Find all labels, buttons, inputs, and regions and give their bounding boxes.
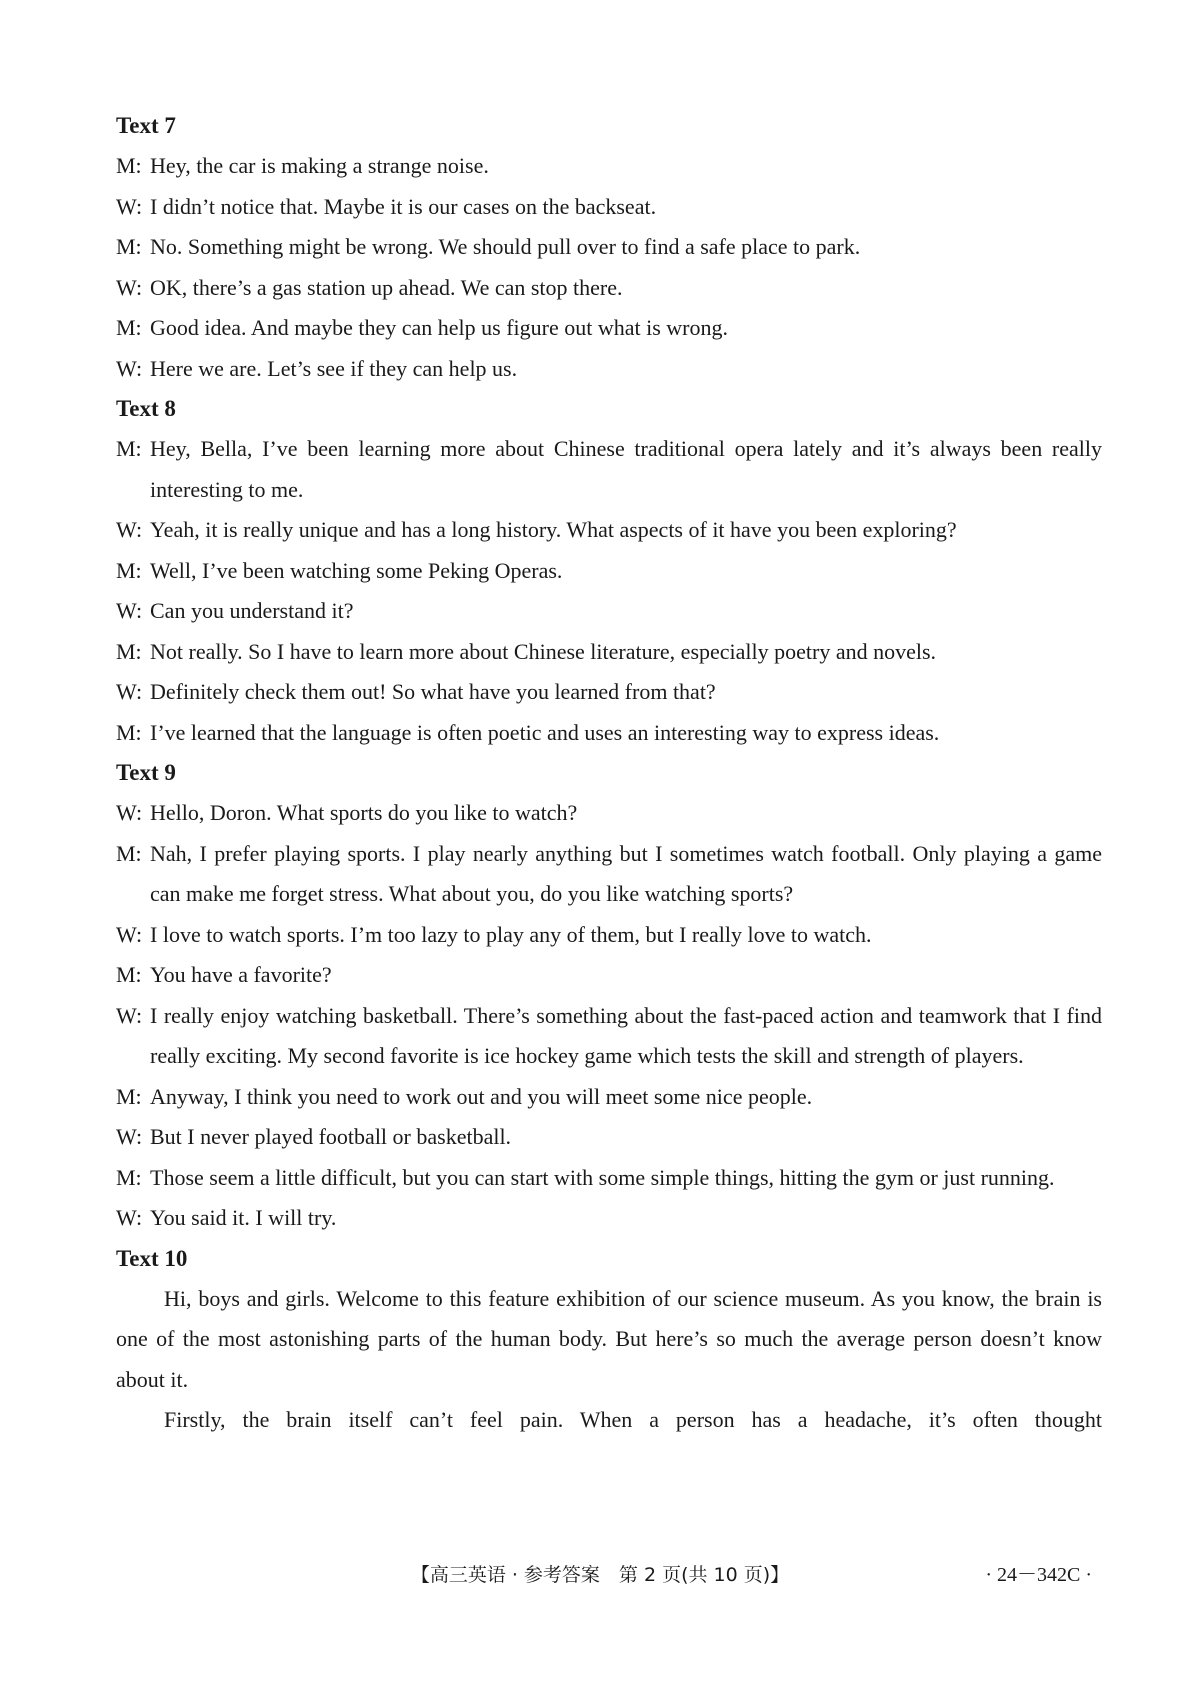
- dialogue-line: [116, 227, 1102, 268]
- dialogue-line: [116, 1117, 1102, 1158]
- speaker-label: M:: [116, 1164, 142, 1190]
- dialogue-text: Hey, the car is making a strange noise.: [150, 153, 489, 178]
- dialogue-line: [116, 713, 1102, 754]
- dialogue-line: [116, 187, 1102, 228]
- document-page: [116, 106, 1102, 1441]
- section-text-8: [116, 389, 1102, 753]
- dialogue-text: Good idea. And maybe they can help us figure out what is wrong.: [150, 315, 728, 340]
- dialogue-text: Yeah, it is really unique and has a long history. What aspects of it have you been exploring?: [150, 517, 957, 542]
- dialogue-line: [116, 672, 1102, 713]
- dialogue-line: [116, 429, 1102, 510]
- speaker-label: M:: [116, 315, 142, 340]
- speaker-label: W:: [116, 679, 143, 704]
- speaker-label: M:: [116, 557, 142, 583]
- dialogue-line: [116, 308, 1102, 349]
- dialogue-text: I’ve learned that the language is often poetic and uses an interesting way to express ideas.: [150, 719, 940, 745]
- section-text-7: [116, 106, 1102, 389]
- speaker-label: M:: [116, 436, 142, 461]
- dialogue-text: Anyway, I think you need to work out and you will meet some nice people.: [150, 1083, 813, 1109]
- dialogue-line: [116, 551, 1102, 592]
- speaker-label: W:: [116, 274, 143, 300]
- speaker-label: W:: [116, 598, 143, 623]
- dialogue-text: I love to watch sports. I’m too lazy to play any of them, but I really love to watch.: [150, 921, 872, 947]
- dialogue-text: Not really. So I have to learn more about Chinese literature, especially poetry and novels.: [150, 638, 937, 664]
- dialogue-text: Here we are. Let’s see if they can help us.: [150, 355, 518, 381]
- speaker-label: M:: [116, 234, 142, 259]
- dialogue-line: [116, 996, 1102, 1077]
- dialogue-line: [116, 1077, 1102, 1118]
- footer-exam-code: · 24－342C ·: [985, 1564, 1092, 1586]
- dialogue-line: [116, 349, 1102, 390]
- dialogue-line: [116, 915, 1102, 956]
- dialogue-text: But I never played football or basketball.: [150, 1124, 512, 1149]
- dialogue-line: [116, 146, 1102, 187]
- speaker-label: M:: [116, 638, 142, 664]
- speaker-label: W:: [116, 1205, 143, 1230]
- dialogue-text: You said it. I will try.: [150, 1205, 337, 1230]
- section-title: Text 8: [116, 396, 176, 421]
- dialogue-text: Definitely check them out! So what have you learned from that?: [150, 679, 716, 704]
- speaker-label: W:: [116, 800, 143, 825]
- dialogue-text: OK, there’s a gas station up ahead. We can stop there.: [150, 274, 623, 300]
- footer-page-info: 【高三英语 · 参考答案 第 2 页(共 10 页)】: [410, 1564, 790, 1586]
- dialogue-line: [116, 1158, 1102, 1199]
- dialogue-line: [116, 268, 1102, 309]
- dialogue-text: Hello, Doron. What sports do you like to watch?: [150, 800, 578, 825]
- section-text-10: [116, 1239, 1102, 1441]
- section-title: Text 10: [116, 1245, 188, 1271]
- dialogue-line: [116, 510, 1102, 551]
- dialogue-text: Nah, I prefer playing sports. I play nearly anything but I sometimes watch football. Only playing a game can make me forget stress. What about you, do you like watching sports?: [150, 840, 1102, 906]
- speaker-label: W:: [116, 193, 143, 219]
- speaker-label: W:: [116, 517, 143, 542]
- monologue-paragraph: Firstly, the brain itself can’t feel pain. When a person has a headache, it’s often thought: [164, 1407, 1102, 1432]
- section-title: Text 9: [116, 760, 176, 785]
- dialogue-text: Well, I’ve been watching some Peking Operas.: [150, 557, 563, 583]
- dialogue-text: I didn’t notice that. Maybe it is our cases on the backseat.: [150, 193, 657, 219]
- dialogue-line: [116, 955, 1102, 996]
- dialogue-line: [116, 632, 1102, 673]
- dialogue-text: You have a favorite?: [150, 962, 332, 987]
- speaker-label: M:: [116, 962, 142, 987]
- dialogue-text: Hey, Bella, I’ve been learning more about Chinese traditional opera lately and it’s always been really interesting to me.: [150, 436, 1102, 502]
- dialogue-text: I really enjoy watching basketball. There’s something about the fast-paced action and teamwork that I find really exciting. My second favorite is ice hockey game which tests the skill and strength of players.: [150, 1002, 1102, 1068]
- section-text-9: [116, 753, 1102, 1239]
- speaker-label: M:: [116, 153, 142, 178]
- monologue-paragraph: Hi, boys and girls. Welcome to this feature exhibition of our science museum. As you know, the brain is one of the most astonishing parts of the human body. But here’s so much the average person doesn’t know about it.: [116, 1285, 1102, 1392]
- dialogue-text: Those seem a little difficult, but you can start with some simple things, hitting the gym or just running.: [150, 1164, 1055, 1190]
- dialogue-line: [116, 834, 1102, 915]
- speaker-label: W:: [116, 921, 143, 947]
- dialogue-line: [116, 591, 1102, 632]
- speaker-label: M:: [116, 719, 142, 745]
- page-footer: [0, 1560, 1200, 1590]
- speaker-label: M:: [116, 840, 142, 866]
- speaker-label: W:: [116, 1124, 143, 1149]
- speaker-label: W:: [116, 355, 143, 381]
- dialogue-text: Can you understand it?: [150, 598, 354, 623]
- dialogue-line: [116, 793, 1102, 834]
- speaker-label: M:: [116, 1083, 142, 1109]
- dialogue-line: [116, 1198, 1102, 1239]
- dialogue-text: No. Something might be wrong. We should pull over to find a safe place to park.: [150, 234, 861, 259]
- speaker-label: W:: [116, 1002, 143, 1028]
- section-title: Text 7: [116, 113, 176, 138]
